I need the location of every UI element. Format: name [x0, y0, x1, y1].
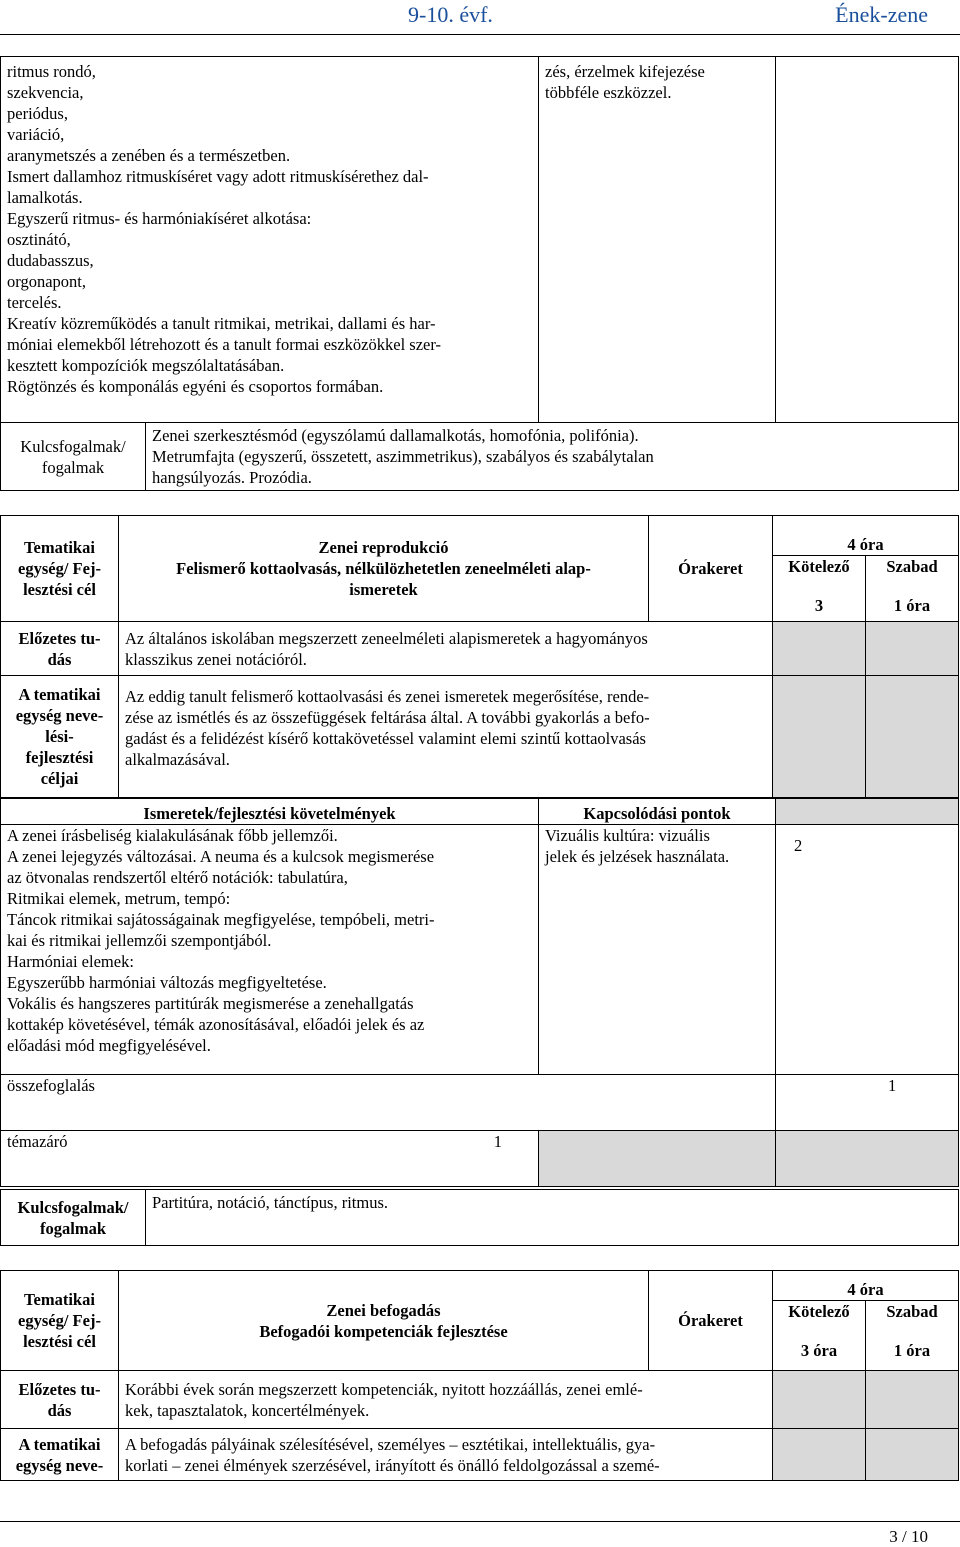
unit2-goals-text: A befogadás pályáinak szélesítésével, személyes – esztétikai, intellektuális, gya- korlati – zenei élmények szerzésével, irányított és önálló feldolgozással a szemé- — [119, 1429, 773, 1481]
requirements-header: Ismeretek/fejlesztési követelmények — [1, 799, 539, 825]
unit1-title-cell: Zenei reprodukció Felismerő kottaolvasás, nélkülözhetetlen zeneelméleti alap- ismeretek — [119, 516, 649, 622]
unit1-prior-text: Az általános iskolában megszerzett zeneelméleti alapismeretek a hagyományos klasszikus zenei notációról. — [119, 622, 773, 676]
gray-cell — [773, 676, 866, 798]
content-cell: ritmus rondó, szekvencia, periódus, variáció, aranymetszés a zenében és a természetben. Ismert dallamhoz ritmuskíséret vagy adott ritmuskísérethez dal- lamalkotás. Egyszerű ritmus- és harmóniakíséret alkotása: osztinátó, dudabasszus, orgonapont, tercelés. Kreatív közreműködés a tanult ritmikai, metrikai, dallami és har- móniai elemekből létrehozott és a tanult formai eszközökkel szer- kesztett kompozíciók megszólaltatásában. Rögtönzés és komponálás egyéni és csoportos formában. — [1, 57, 539, 423]
gray-cell — [866, 1429, 959, 1481]
unit2-goals-label: A tematikai egység neve- — [1, 1429, 119, 1481]
unit1-requirements-table — [0, 798, 959, 1187]
gray-cell — [866, 1371, 959, 1429]
gray-cell — [866, 676, 959, 798]
connections-header: Kapcsolódási pontok — [539, 799, 776, 825]
summary-hours: 1 — [776, 1075, 959, 1131]
key-concepts-text: Partitúra, notáció, tánctípus, ritmus. — [146, 1190, 959, 1246]
unit2-title: Zenei befogadás — [326, 1300, 441, 1320]
closing-label: témazáró 1 — [1, 1131, 539, 1187]
header-subject: Ének-zene — [835, 2, 928, 27]
unit1-label: Tematikai egység/ Fej- lesztési cél — [1, 516, 119, 622]
gray-cell — [773, 622, 866, 676]
unit2-prior-text: Korábbi évek során megszerzett kompetenciák, nyitott hozzáállás, zenei emlé- kek, tapasztalatok, koncertélmények. — [119, 1371, 773, 1429]
unit1-orakeret: Órakeret — [649, 516, 773, 622]
unit2-label: Tematikai egység/ Fej- lesztési cél — [1, 1271, 119, 1371]
unit2-orakeret: Órakeret — [649, 1271, 773, 1371]
header-grade: 9-10. évf. — [408, 2, 493, 27]
unit2-title-cell: Zenei befogadás Befogadói kompetenciák fejlesztése — [119, 1271, 649, 1371]
connections-cell: zés, érzelmek kifejezése többféle eszközzel. — [539, 57, 776, 423]
unit2-total-hours: 4 óra — [773, 1271, 959, 1301]
unit1-szabad: Szabad 1 óra — [866, 556, 959, 622]
closing-hours: 1 — [493, 1132, 502, 1151]
unit2-prior-label: Előzetes tu- dás — [1, 1371, 119, 1429]
key-concepts-label: Kulcsfogalmak/ fogalmak — [1, 1190, 146, 1246]
page-number: 3 / 10 — [889, 1527, 928, 1546]
key-concepts-text: Zenei szerkesztésmód (egyszólamú dallamalkotás, homofónia, polifónia). Metrumfajta (egyszerű, összetett, aszimmetrikus), szabályos és szabálytalan hangsúlyozás. Prozódia. — [146, 423, 959, 491]
gray-cell — [776, 1131, 959, 1187]
unit1-goals-label: A tematikai egység neve- lési- fejlesztési céljai — [1, 676, 119, 798]
gray-cell — [866, 622, 959, 676]
unit1-title: Zenei reprodukció — [318, 538, 449, 557]
page-header — [0, 0, 960, 36]
unit1-header-table — [0, 515, 959, 798]
key-concepts-label: Kulcsfogalmak/ fogalmak — [1, 423, 146, 491]
unit2-header-table — [0, 1270, 959, 1481]
unit1-key-concepts-table — [0, 1189, 959, 1246]
requirements-text: A zenei írásbeliség kialakulásának főbb jellemzői. A zenei lejegyzés változásai. A neuma és a kulcsok megismerése az ötvonalas rendszertől eltérő notációk: tabulatúra, Ritmikai elemek, metrum, tempó: Táncok ritmikai sajátosságainak megfigyelése, tempóbeli, metri- kai és ritmikai jellemzői szempontjából. Harmóniai elemek: Egyszerűbb harmóniai változás megfigyeltetése. Vokális és hangszeres partitúrák megismerése a zenehallgatás kottakép követésével, témák azonosításával, előadói jelek és az előadási mód megfigyelésével. — [1, 825, 539, 1075]
unit2-szabad: Szabad 1 óra — [866, 1301, 959, 1371]
footer-rule — [0, 1521, 960, 1522]
top-continuation-table — [0, 56, 959, 491]
unit1-total-hours: 4 óra — [773, 516, 959, 556]
gray-cell — [539, 1131, 776, 1187]
header-rule — [0, 34, 960, 35]
hours-cell — [776, 57, 959, 423]
gray-cell — [776, 799, 959, 825]
gray-cell — [773, 1371, 866, 1429]
unit1-goals-text: Az eddig tanult felismerő kottaolvasási és zenei ismeretek megerősítése, rende- zése az ismétlés és az összefüggések feltárása által. A további gyakorlás a befo- gadást és a felidézést kísérő kottakövetéssel valamint elemi szintű kottaolvasás alkalmazásával. — [119, 676, 773, 798]
unit1-prior-label: Előzetes tu- dás — [1, 622, 119, 676]
gray-cell — [773, 1429, 866, 1481]
requirements-hours: 2 — [776, 825, 959, 1075]
connections-text: Vizuális kultúra: vizuális jelek és jelzések használata. — [539, 825, 776, 1075]
unit2-kotelezo: Kötelező 3 óra — [773, 1301, 866, 1371]
summary-label: összefoglalás — [1, 1075, 776, 1131]
unit1-kotelezo: Kötelező 3 — [773, 556, 866, 622]
